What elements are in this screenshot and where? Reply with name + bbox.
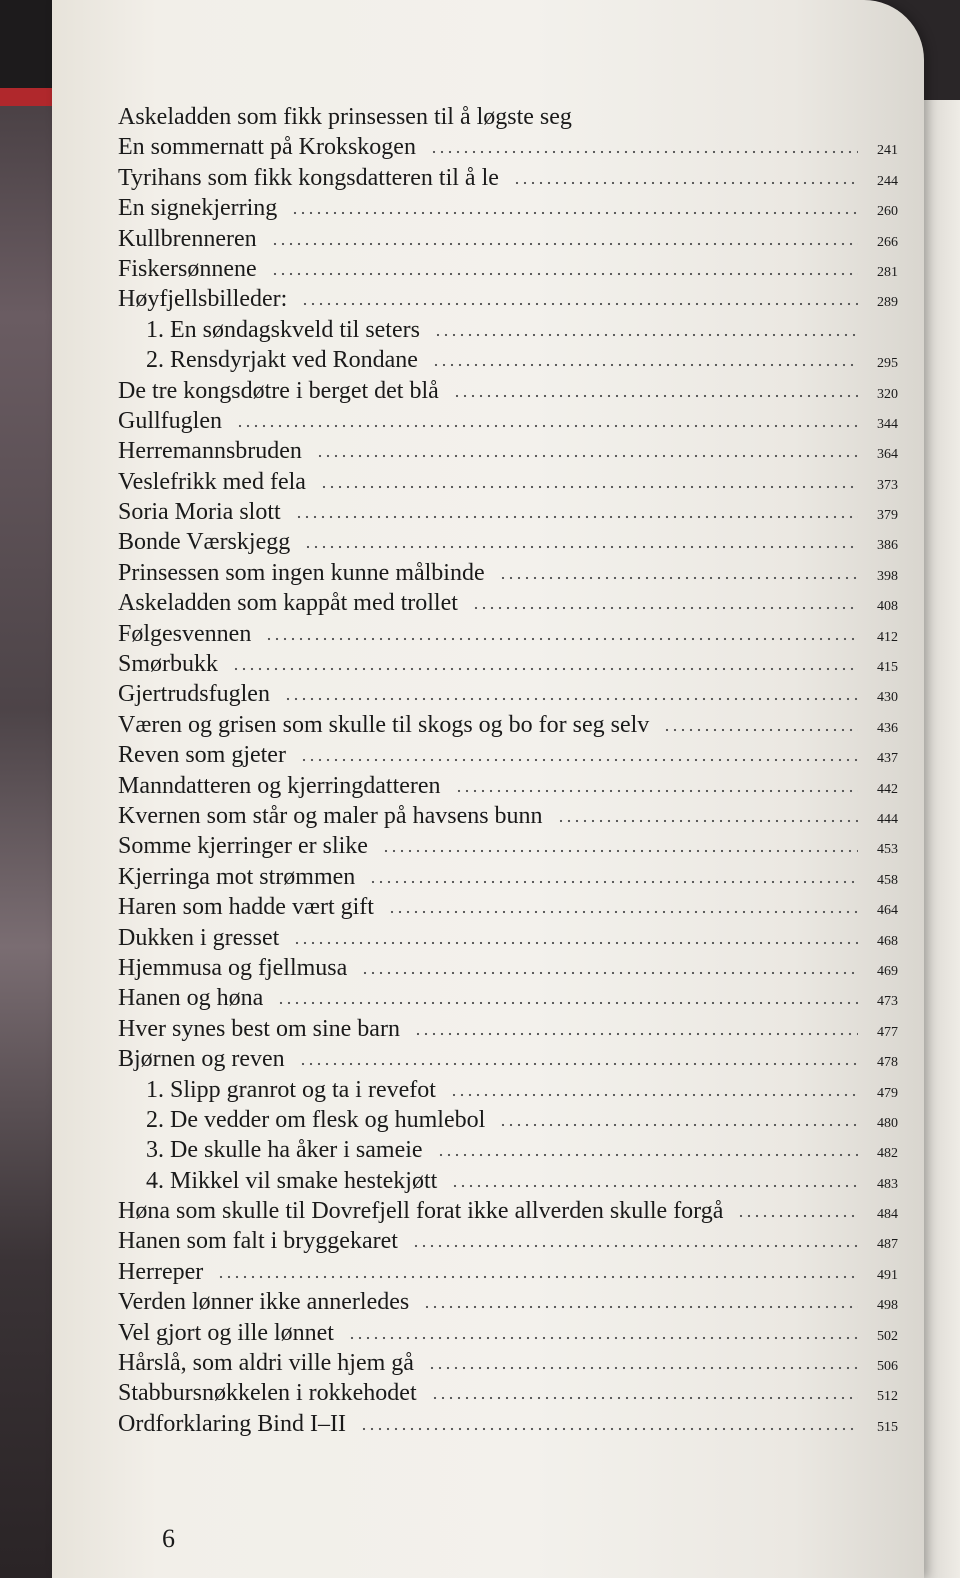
toc-entry-title: Haren som hadde vært gift <box>118 894 374 921</box>
toc-entry <box>118 1409 898 1439</box>
toc-entry <box>118 1044 898 1074</box>
toc-entry <box>118 710 898 740</box>
dot-leader <box>499 1123 858 1127</box>
table-of-contents <box>118 102 898 1439</box>
page-number: 6 <box>162 1524 175 1553</box>
dot-leader <box>453 394 858 398</box>
toc-entry-title: Kjerringa mot strømmen <box>118 863 356 890</box>
dot-leader <box>300 758 858 762</box>
dot-leader <box>382 849 858 853</box>
toc-entry-title: 1. En søndagskveld til seters <box>146 316 420 343</box>
dot-leader <box>277 1001 858 1005</box>
toc-entry <box>118 679 898 709</box>
toc-entry-title: Kvernen som står og maler på havsens bunn <box>118 802 543 829</box>
toc-entry-page: 487 <box>877 1237 898 1253</box>
dot-leader <box>414 1032 858 1036</box>
toc-entry <box>118 1135 898 1165</box>
toc-entry-title: 2. Rensdyrjakt ved Rondane <box>146 347 418 374</box>
dot-leader <box>586 120 858 124</box>
dot-leader <box>663 728 858 732</box>
dot-leader <box>437 1153 858 1157</box>
dot-leader <box>291 211 858 215</box>
toc-entry <box>118 1226 898 1256</box>
toc-entry-title: Verden lønner ikke annerledes <box>118 1289 410 1316</box>
toc-entry-title: Fiskersønnene <box>118 255 257 282</box>
toc-entry-page: 260 <box>877 204 898 220</box>
toc-entry-title: Hver synes best om sine barn <box>118 1015 400 1042</box>
toc-entry <box>118 132 898 162</box>
toc-entry <box>118 102 898 132</box>
toc-entry-page: 408 <box>877 599 898 615</box>
toc-entry-title: 1. Slipp granrot og ta i revefot <box>146 1076 436 1103</box>
toc-entry <box>118 983 898 1013</box>
toc-entry <box>118 1105 898 1135</box>
dot-leader <box>320 485 858 489</box>
toc-entry-title: Smørbukk <box>118 651 219 678</box>
toc-entry <box>118 892 898 922</box>
toc-entry <box>118 1014 898 1044</box>
toc-entry-title: Herreper <box>118 1258 204 1285</box>
dot-leader <box>360 1427 858 1431</box>
dot-leader <box>388 910 858 914</box>
toc-entry-page: 398 <box>877 568 898 584</box>
dot-leader <box>293 941 858 945</box>
toc-entry-page: 244 <box>877 173 898 189</box>
toc-entry-page: 468 <box>877 933 898 949</box>
dot-leader <box>412 1244 858 1248</box>
toc-entry <box>118 1378 898 1408</box>
dot-leader <box>301 302 858 306</box>
toc-entry-page: 479 <box>877 1085 898 1101</box>
toc-entry <box>118 193 898 223</box>
toc-entry-title: Høna som skulle til Dovrefjell forat ikke allverden skulle forgå <box>118 1198 724 1225</box>
toc-entry <box>118 284 898 314</box>
toc-entry <box>118 345 898 375</box>
toc-entry-title: Reven som gjeter <box>118 742 286 769</box>
toc-entry-page: 281 <box>877 264 898 280</box>
toc-entry-title: Soria Moria slott <box>118 499 281 526</box>
toc-entry <box>118 1287 898 1317</box>
toc-entry-page: 442 <box>877 781 898 797</box>
toc-entry-title: Somme kjerringer er slike <box>118 833 368 860</box>
toc-entry-title: Askeladden som kappåt med trollet <box>118 590 458 617</box>
dot-leader <box>304 545 858 549</box>
dot-leader <box>271 242 858 246</box>
dot-leader <box>271 272 858 276</box>
toc-entry <box>118 163 898 193</box>
toc-entry-title: En signekjerring <box>118 195 278 222</box>
toc-entry-title: Bonde Værskjegg <box>118 529 291 556</box>
dot-leader <box>455 789 858 793</box>
dot-leader <box>423 1305 858 1309</box>
toc-entry <box>118 1348 898 1378</box>
toc-entry-page: 344 <box>877 416 898 432</box>
toc-entry <box>118 862 898 892</box>
toc-entry-page: 498 <box>877 1298 898 1314</box>
dot-leader <box>348 1336 858 1340</box>
toc-entry <box>118 254 898 284</box>
toc-entry-page: 266 <box>877 234 898 250</box>
toc-entry-page: 491 <box>877 1267 898 1283</box>
toc-entry <box>118 1166 898 1196</box>
toc-entry-title: Veslefrikk med fela <box>118 468 306 495</box>
toc-entry-title: 4. Mikkel vil smake hestekjøtt <box>146 1167 438 1194</box>
toc-entry-page: 444 <box>877 811 898 827</box>
toc-entry-title: Følgesvennen <box>118 620 252 647</box>
toc-entry <box>118 831 898 861</box>
toc-entry-page: 480 <box>877 1115 898 1131</box>
toc-entry <box>118 801 898 831</box>
dot-leader <box>431 1396 858 1400</box>
toc-entry-title: 2. De vedder om flesk og humlebol <box>146 1106 486 1133</box>
toc-entry-title: Prinsessen som ingen kunne målbinde <box>118 559 485 586</box>
toc-entry <box>118 315 898 345</box>
toc-entry-page: 506 <box>877 1359 898 1375</box>
dot-leader <box>430 150 858 154</box>
dot-leader <box>499 576 858 580</box>
toc-entry-page: 295 <box>877 356 898 372</box>
dot-leader <box>284 697 858 701</box>
toc-entry-page: 483 <box>877 1176 898 1192</box>
toc-entry-page: 515 <box>877 1419 898 1435</box>
toc-entry-title: Stabbursnøkkelen i rokkehodet <box>118 1380 417 1407</box>
toc-entry <box>118 1196 898 1226</box>
toc-entry-title: Hanen som falt i bryggekaret <box>118 1228 398 1255</box>
toc-entry-page: 289 <box>877 295 898 311</box>
toc-entry <box>118 467 898 497</box>
dot-leader <box>299 1062 858 1066</box>
dot-leader <box>295 515 858 519</box>
toc-entry-title: Tyrihans som fikk kongsdatteren til å le <box>118 164 499 191</box>
toc-entry <box>118 1318 898 1348</box>
toc-entry-page: 469 <box>877 963 898 979</box>
toc-entry-title: Ordforklaring Bind I–II <box>118 1410 346 1437</box>
toc-entry-page: 477 <box>877 1024 898 1040</box>
toc-entry-page: 430 <box>877 690 898 706</box>
toc-entry-title: Hårslå, som aldri ville hjem gå <box>118 1350 414 1377</box>
dot-leader <box>513 181 858 185</box>
toc-entry-page: 437 <box>877 751 898 767</box>
toc-entry-page: 386 <box>877 538 898 554</box>
toc-entry-title: Gjertrudsfuglen <box>118 681 270 708</box>
toc-entry <box>118 953 898 983</box>
facing-page-edge <box>920 100 960 1578</box>
toc-entry-page: 373 <box>877 477 898 493</box>
toc-entry <box>118 497 898 527</box>
toc-entry <box>118 619 898 649</box>
toc-entry-title: De tre kongsdøtre i berget det blå <box>118 377 439 404</box>
dot-leader <box>737 1214 858 1218</box>
toc-entry <box>118 588 898 618</box>
toc-entry-title: Hjemmusa og fjellmusa <box>118 954 348 981</box>
dot-leader <box>450 1093 858 1097</box>
toc-entry-title: 3. De skulle ha åker i sameie <box>146 1137 423 1164</box>
toc-entry-page: 512 <box>877 1389 898 1405</box>
dot-leader <box>369 880 858 884</box>
toc-entry <box>118 406 898 436</box>
dot-leader <box>451 1184 858 1188</box>
toc-entry <box>118 558 898 588</box>
dot-leader <box>428 1366 858 1370</box>
dot-leader <box>217 1275 858 1279</box>
toc-entry-page: 453 <box>877 842 898 858</box>
toc-entry-title: En sommernatt på Krokskogen <box>118 134 416 161</box>
toc-entry-page: 436 <box>877 720 898 736</box>
dot-leader <box>434 333 858 337</box>
toc-entry-page: 473 <box>877 994 898 1010</box>
toc-entry-title: Gullfuglen <box>118 407 222 434</box>
dot-leader <box>361 971 858 975</box>
toc-entry-page: 379 <box>877 508 898 524</box>
dot-leader <box>432 363 858 367</box>
toc-entry <box>118 740 898 770</box>
toc-entry <box>118 649 898 679</box>
dot-leader <box>232 667 858 671</box>
toc-entry-page: 415 <box>877 660 898 676</box>
toc-entry-page: 482 <box>877 1146 898 1162</box>
toc-entry-title: Manndatteren og kjerringdatteren <box>118 772 441 799</box>
toc-entry <box>118 376 898 406</box>
toc-entry <box>118 923 898 953</box>
toc-entry-title: Herremannsbruden <box>118 438 302 465</box>
toc-entry-page: 464 <box>877 903 898 919</box>
toc-entry-page: 412 <box>877 629 898 645</box>
toc-entry-page: 458 <box>877 872 898 888</box>
dot-leader <box>236 424 858 428</box>
dot-leader <box>265 637 858 641</box>
toc-entry-page: 502 <box>877 1328 898 1344</box>
toc-entry-title: Vel gjort og ille lønnet <box>118 1319 334 1346</box>
toc-entry-title: Høyfjellsbilleder: <box>118 286 288 313</box>
toc-entry-title: Askeladden som fikk prinsessen til å løgste seg <box>118 104 572 130</box>
toc-entry <box>118 436 898 466</box>
toc-entry <box>118 527 898 557</box>
toc-entry-page: 484 <box>877 1207 898 1223</box>
toc-entry-title: Hanen og høna <box>118 985 264 1012</box>
toc-entry-page: 364 <box>877 447 898 463</box>
toc-entry <box>118 224 898 254</box>
toc-entry <box>118 771 898 801</box>
toc-entry-title: Bjørnen og reven <box>118 1046 285 1073</box>
toc-entry-title: Væren og grisen som skulle til skogs og bo for seg selv <box>118 711 650 738</box>
toc-entry-title: Dukken i gresset <box>118 924 280 951</box>
dot-leader <box>557 819 858 823</box>
toc-entry <box>118 1075 898 1105</box>
toc-entry-page: 478 <box>877 1055 898 1071</box>
toc-entry-page: 241 <box>877 143 898 159</box>
dot-leader <box>316 454 858 458</box>
toc-entry-page: 320 <box>877 386 898 402</box>
toc-entry-title: Kullbrenneren <box>118 225 257 252</box>
toc-entry <box>118 1257 898 1287</box>
dot-leader <box>472 606 858 610</box>
